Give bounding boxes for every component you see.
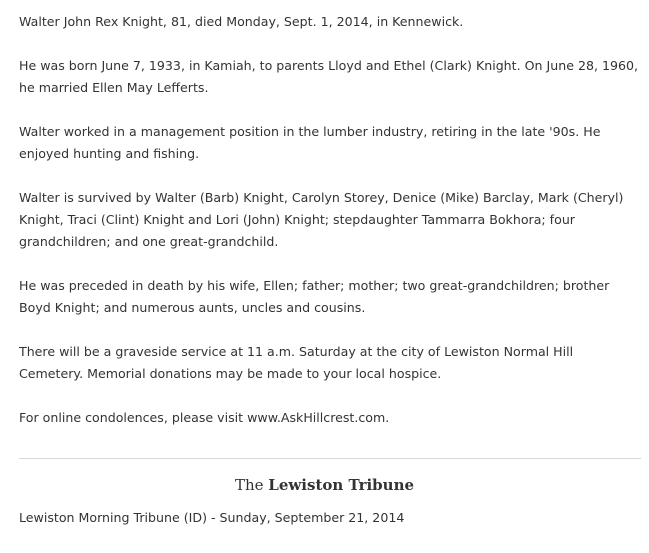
paragraph-career: Walter worked in a management position in the lumber industry, retiring in the late '90s. He enjoyed hunting and fishing. xyxy=(19,124,601,161)
paragraph-condolences: For online condolences, please visit www.AskHillcrest.com. xyxy=(19,410,390,425)
paragraph-death-notice: Walter John Rex Knight, 81, died Monday, Sept. 1, 2014, in Kennewick. xyxy=(19,14,464,29)
section-divider xyxy=(19,458,641,459)
paragraph-birth-marriage: He was born June 7, 1933, in Kamiah, to parents Lloyd and Ethel (Clark) Knight. On June 28, 1960, he married Ellen May Lefferts. xyxy=(19,58,639,95)
masthead-article: The xyxy=(234,476,264,494)
newspaper-masthead xyxy=(0,476,649,494)
masthead-name: Lewiston Tribune xyxy=(268,476,415,494)
paragraph-preceded-in-death: He was preceded in death by his wife, Ellen; father; mother; two great-grandchildren; brother Boyd Knight; and numerous aunts, uncles and cousins. xyxy=(19,278,610,315)
source-citation: Lewiston Morning Tribune (ID) - Sunday, September 21, 2014 xyxy=(19,510,405,525)
obituary-article xyxy=(19,11,641,451)
paragraph-survivors: Walter is survived by Walter (Barb) Knight, Carolyn Storey, Denice (Mike) Barclay, Mark (Cheryl) Knight, Traci (Clint) Knight and Lori (John) Knight; stepdaughter Tammarra Bokhora; four grandchildren; and one great-grandchild. xyxy=(19,190,624,249)
paragraph-service: There will be a graveside service at 11 a.m. Saturday at the city of Lewiston Normal Hill Cemetery. Memorial donations may be made to your local hospice. xyxy=(19,344,574,381)
